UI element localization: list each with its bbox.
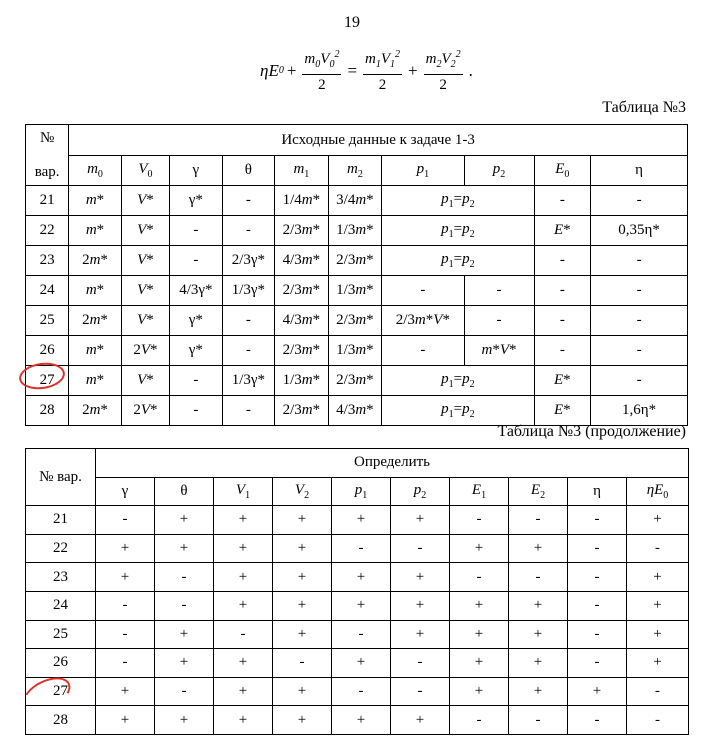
row-number: 21 (26, 186, 69, 216)
table2-header-group: Определить (96, 449, 689, 478)
table-cell-merged: $p_1=p_2$ (382, 246, 534, 276)
table-cell: + (509, 534, 568, 563)
table-cell: - (591, 366, 688, 396)
table-cell: 1/3γ* (222, 366, 275, 396)
row-number: 25 (26, 306, 69, 336)
table-cell: - (534, 306, 591, 336)
table-cell: 4/3m* (275, 306, 329, 336)
row-number: 28 (26, 396, 69, 426)
table-cell: + (273, 563, 332, 592)
table-cell: m* (69, 186, 122, 216)
table-cell: V* (121, 246, 169, 276)
table1-col-header: $m_1$ (275, 156, 329, 186)
table-cell: + (273, 534, 332, 563)
table2-col-header: γ (96, 477, 155, 506)
table-cell: + (391, 506, 450, 535)
table-cell-merged: $p_1=p_2$ (382, 366, 534, 396)
table1-col-header: $E_0$ (534, 156, 591, 186)
table1-col-header: $m_0$ (69, 156, 122, 186)
table-cell: - (222, 396, 275, 426)
table-cell: + (627, 649, 689, 678)
table-cell: + (155, 706, 214, 735)
table-cell: 2/3m* (275, 396, 329, 426)
table2-header-no: № вар. (26, 449, 96, 506)
table-cell: + (332, 649, 391, 678)
table-cell: - (96, 620, 155, 649)
table-cell: 1/3m* (328, 216, 382, 246)
table-cell: - (222, 336, 275, 366)
formula-plus-2: + (408, 60, 418, 80)
table2-col-header: $E_1$ (450, 477, 509, 506)
table-cell: - (170, 366, 223, 396)
table-cell: - (96, 591, 155, 620)
table-cell: + (509, 677, 568, 706)
table-cell: 1/3m* (328, 336, 382, 366)
table-row (26, 306, 688, 336)
row-number: 27 (26, 366, 69, 396)
table-cell: - (222, 186, 275, 216)
table-cell: 2m* (69, 246, 122, 276)
table-cell: - (450, 563, 509, 592)
table-cell: + (568, 677, 627, 706)
row-number: 27 (26, 677, 96, 706)
table2-col-header: $E_2$ (509, 477, 568, 506)
table-cell: - (534, 186, 591, 216)
table-cell: + (96, 534, 155, 563)
table2-col-header: $p_1$ (332, 477, 391, 506)
table-cell: + (450, 620, 509, 649)
table-cell: - (332, 620, 391, 649)
table-cell: - (509, 563, 568, 592)
table-cell: + (273, 706, 332, 735)
table-cell: 2/3m*V* (382, 306, 464, 336)
table1-col-header: $p_1$ (382, 156, 464, 186)
table-cell: - (96, 506, 155, 535)
table2-col-header: $V_2$ (273, 477, 332, 506)
row-number: 24 (26, 276, 69, 306)
table-cell: + (155, 620, 214, 649)
table2-col-header: $p_2$ (391, 477, 450, 506)
table-cell: + (332, 506, 391, 535)
table-cell: 2/3m* (275, 336, 329, 366)
table-cell: + (214, 677, 273, 706)
table-row (26, 186, 688, 216)
table-row (26, 706, 689, 735)
table-cell: - (222, 216, 275, 246)
table-cell: + (391, 706, 450, 735)
table-cell: - (170, 396, 223, 426)
table-cell: - (222, 306, 275, 336)
table-cell: V* (121, 366, 169, 396)
table1-col-header: $m_2$ (328, 156, 382, 186)
table-cell: 1/3m* (275, 366, 329, 396)
table-cell: + (214, 649, 273, 678)
table-cell: + (450, 649, 509, 678)
table-cell: + (155, 506, 214, 535)
table-cell: - (568, 706, 627, 735)
table-cell-merged: $p_1=p_2$ (382, 186, 534, 216)
table-row (26, 336, 688, 366)
table-cell: - (591, 306, 688, 336)
table-cell: E* (534, 366, 591, 396)
table-cell: γ* (170, 186, 223, 216)
table-cell: + (509, 620, 568, 649)
formula-e-sub: 0 (278, 65, 284, 76)
table-cell: - (464, 306, 534, 336)
table-cell: + (391, 563, 450, 592)
table1-header-var: вар. (34, 164, 60, 180)
table-cell: - (96, 649, 155, 678)
table-row (26, 396, 688, 426)
table-cell: + (273, 677, 332, 706)
table-cell: - (568, 591, 627, 620)
row-number: 28 (26, 706, 96, 735)
table-cell: + (273, 506, 332, 535)
row-number: 23 (26, 563, 96, 592)
table-cell: + (332, 591, 391, 620)
table-cell: + (450, 677, 509, 706)
row-number: 21 (26, 506, 96, 535)
table-cell: + (214, 506, 273, 535)
formula-fraction-3: $\frac{m_2V_2^2}{2}$ (424, 46, 463, 95)
table-cell: + (273, 620, 332, 649)
table-cell: 1/3γ* (222, 276, 275, 306)
table-cell: - (155, 591, 214, 620)
table2-caption: Таблица №3 (продолжение) (497, 423, 686, 440)
table-cell: - (155, 677, 214, 706)
table-cell: 2m* (69, 306, 122, 336)
table-cell: 2V* (121, 336, 169, 366)
energy-formula (260, 46, 476, 95)
table1-header-no: № вар. (26, 125, 69, 186)
table-cell: m*V* (464, 336, 534, 366)
table-cell: - (568, 534, 627, 563)
table-cell: 2/3m* (275, 216, 329, 246)
row-number: 26 (26, 336, 69, 366)
table-cell: V* (121, 186, 169, 216)
table1-col-header: γ (170, 156, 223, 186)
table-cell: + (214, 591, 273, 620)
table-row (26, 366, 688, 396)
table-row (26, 649, 689, 678)
table-cell: + (450, 534, 509, 563)
row-number: 26 (26, 649, 96, 678)
table-cell-merged: $p_1=p_2$ (382, 216, 534, 246)
table-cell: - (391, 534, 450, 563)
table-cell: m* (69, 276, 122, 306)
table-cell: + (627, 591, 689, 620)
table-row (26, 620, 689, 649)
table-cell: m* (69, 216, 122, 246)
table-cell: + (273, 591, 332, 620)
table-cell: - (627, 534, 689, 563)
table-cell: - (170, 216, 223, 246)
table-cell: - (509, 706, 568, 735)
table-cell: - (332, 677, 391, 706)
table-cell: + (155, 649, 214, 678)
table-cell: - (534, 336, 591, 366)
table-cell: - (382, 276, 464, 306)
table2-col-header: $\eta E_0$ (627, 477, 689, 506)
table-cell: - (627, 677, 689, 706)
formula-period: . (468, 60, 473, 80)
table-cell: - (627, 706, 689, 735)
table-row (26, 563, 689, 592)
table-cell: - (568, 649, 627, 678)
table-cell: - (450, 706, 509, 735)
table-cell: - (273, 649, 332, 678)
table-cell: + (450, 591, 509, 620)
table-cell: - (391, 677, 450, 706)
table-cell: 2V* (121, 396, 169, 426)
table-cell: γ* (170, 336, 223, 366)
table-cell: 4/3γ* (170, 276, 223, 306)
table-cell: + (627, 563, 689, 592)
table-cell: 3/4m* (328, 186, 382, 216)
formula-fraction-2: $\frac{m_1V_1^2}{2}$ (363, 46, 402, 95)
table-cell: 2/3m* (328, 366, 382, 396)
table-cell: - (450, 506, 509, 535)
table-cell: + (155, 534, 214, 563)
table-cell: 1,6η* (591, 396, 688, 426)
table-cell: m* (69, 366, 122, 396)
table-cell: + (332, 706, 391, 735)
table-cell: 1/4m* (275, 186, 329, 216)
row-number: 22 (26, 216, 69, 246)
formula-eta: η (260, 60, 269, 80)
table-cell: - (382, 336, 464, 366)
table-cell: 2/3m* (328, 306, 382, 336)
table-cell: + (509, 591, 568, 620)
table-cell: 2/3m* (328, 246, 382, 276)
table-cell: - (214, 620, 273, 649)
table1-col-header: θ (222, 156, 275, 186)
table-cell: E* (534, 216, 591, 246)
formula-plus: + (286, 60, 297, 80)
table-cell: - (591, 336, 688, 366)
row-number: 23 (26, 246, 69, 276)
row-number: 22 (26, 534, 96, 563)
table-cell: - (591, 276, 688, 306)
table-cell: V* (121, 216, 169, 246)
determine-table (25, 448, 689, 735)
table-cell: - (170, 246, 223, 276)
table-cell: V* (121, 276, 169, 306)
input-data-table (25, 124, 688, 426)
table-cell-merged: $p_1=p_2$ (382, 396, 534, 426)
table-cell: + (96, 677, 155, 706)
table-cell: + (391, 591, 450, 620)
table-cell: + (214, 706, 273, 735)
table-row (26, 276, 688, 306)
table-cell: 2m* (69, 396, 122, 426)
table1-col-header: $V_0$ (121, 156, 169, 186)
table-cell: - (568, 563, 627, 592)
table-row (26, 246, 688, 276)
table-cell: 0,35η* (591, 216, 688, 246)
table-cell: V* (121, 306, 169, 336)
table-cell: + (214, 534, 273, 563)
table-cell: + (627, 506, 689, 535)
formula-equals: = (347, 60, 358, 80)
table-row (26, 591, 689, 620)
table2-col-header: η (568, 477, 627, 506)
table-cell: 1/3m* (328, 276, 382, 306)
table-cell: γ* (170, 306, 223, 336)
table-cell: 4/3m* (328, 396, 382, 426)
table-cell: + (332, 563, 391, 592)
table2-col-header: $V_1$ (214, 477, 273, 506)
table-cell: - (509, 506, 568, 535)
formula-fraction-1: $\frac{m_0V_0^2}{2}$ (302, 46, 341, 95)
table-cell: - (155, 563, 214, 592)
table-row (26, 216, 688, 246)
page-number: 19 (344, 14, 360, 31)
table-cell: - (391, 649, 450, 678)
table1-header-group: Исходные данные к задаче 1-3 (69, 125, 688, 156)
table-cell: + (96, 563, 155, 592)
table-cell: - (534, 246, 591, 276)
table1-caption: Таблица №3 (602, 99, 686, 116)
table-cell: - (568, 506, 627, 535)
table-cell: m* (69, 336, 122, 366)
table-cell: - (591, 186, 688, 216)
table2-col-header: θ (155, 477, 214, 506)
table-row (26, 677, 689, 706)
table-cell: 2/3m* (275, 276, 329, 306)
table1-col-header: η (591, 156, 688, 186)
table-cell: + (391, 620, 450, 649)
table-row (26, 506, 689, 535)
table-cell: - (568, 620, 627, 649)
table-cell: - (534, 276, 591, 306)
table-cell: - (464, 276, 534, 306)
table-cell: 4/3m* (275, 246, 329, 276)
row-number: 25 (26, 620, 96, 649)
table-cell: + (627, 620, 689, 649)
formula-e: E (268, 60, 279, 80)
table-cell: 2/3γ* (222, 246, 275, 276)
table-cell: + (96, 706, 155, 735)
table-cell: - (332, 534, 391, 563)
table-cell: + (509, 649, 568, 678)
table-cell: E* (534, 396, 591, 426)
table1-col-header: $p_2$ (464, 156, 534, 186)
row-number: 24 (26, 591, 96, 620)
table-cell: + (214, 563, 273, 592)
table-row (26, 534, 689, 563)
table-cell: - (591, 246, 688, 276)
